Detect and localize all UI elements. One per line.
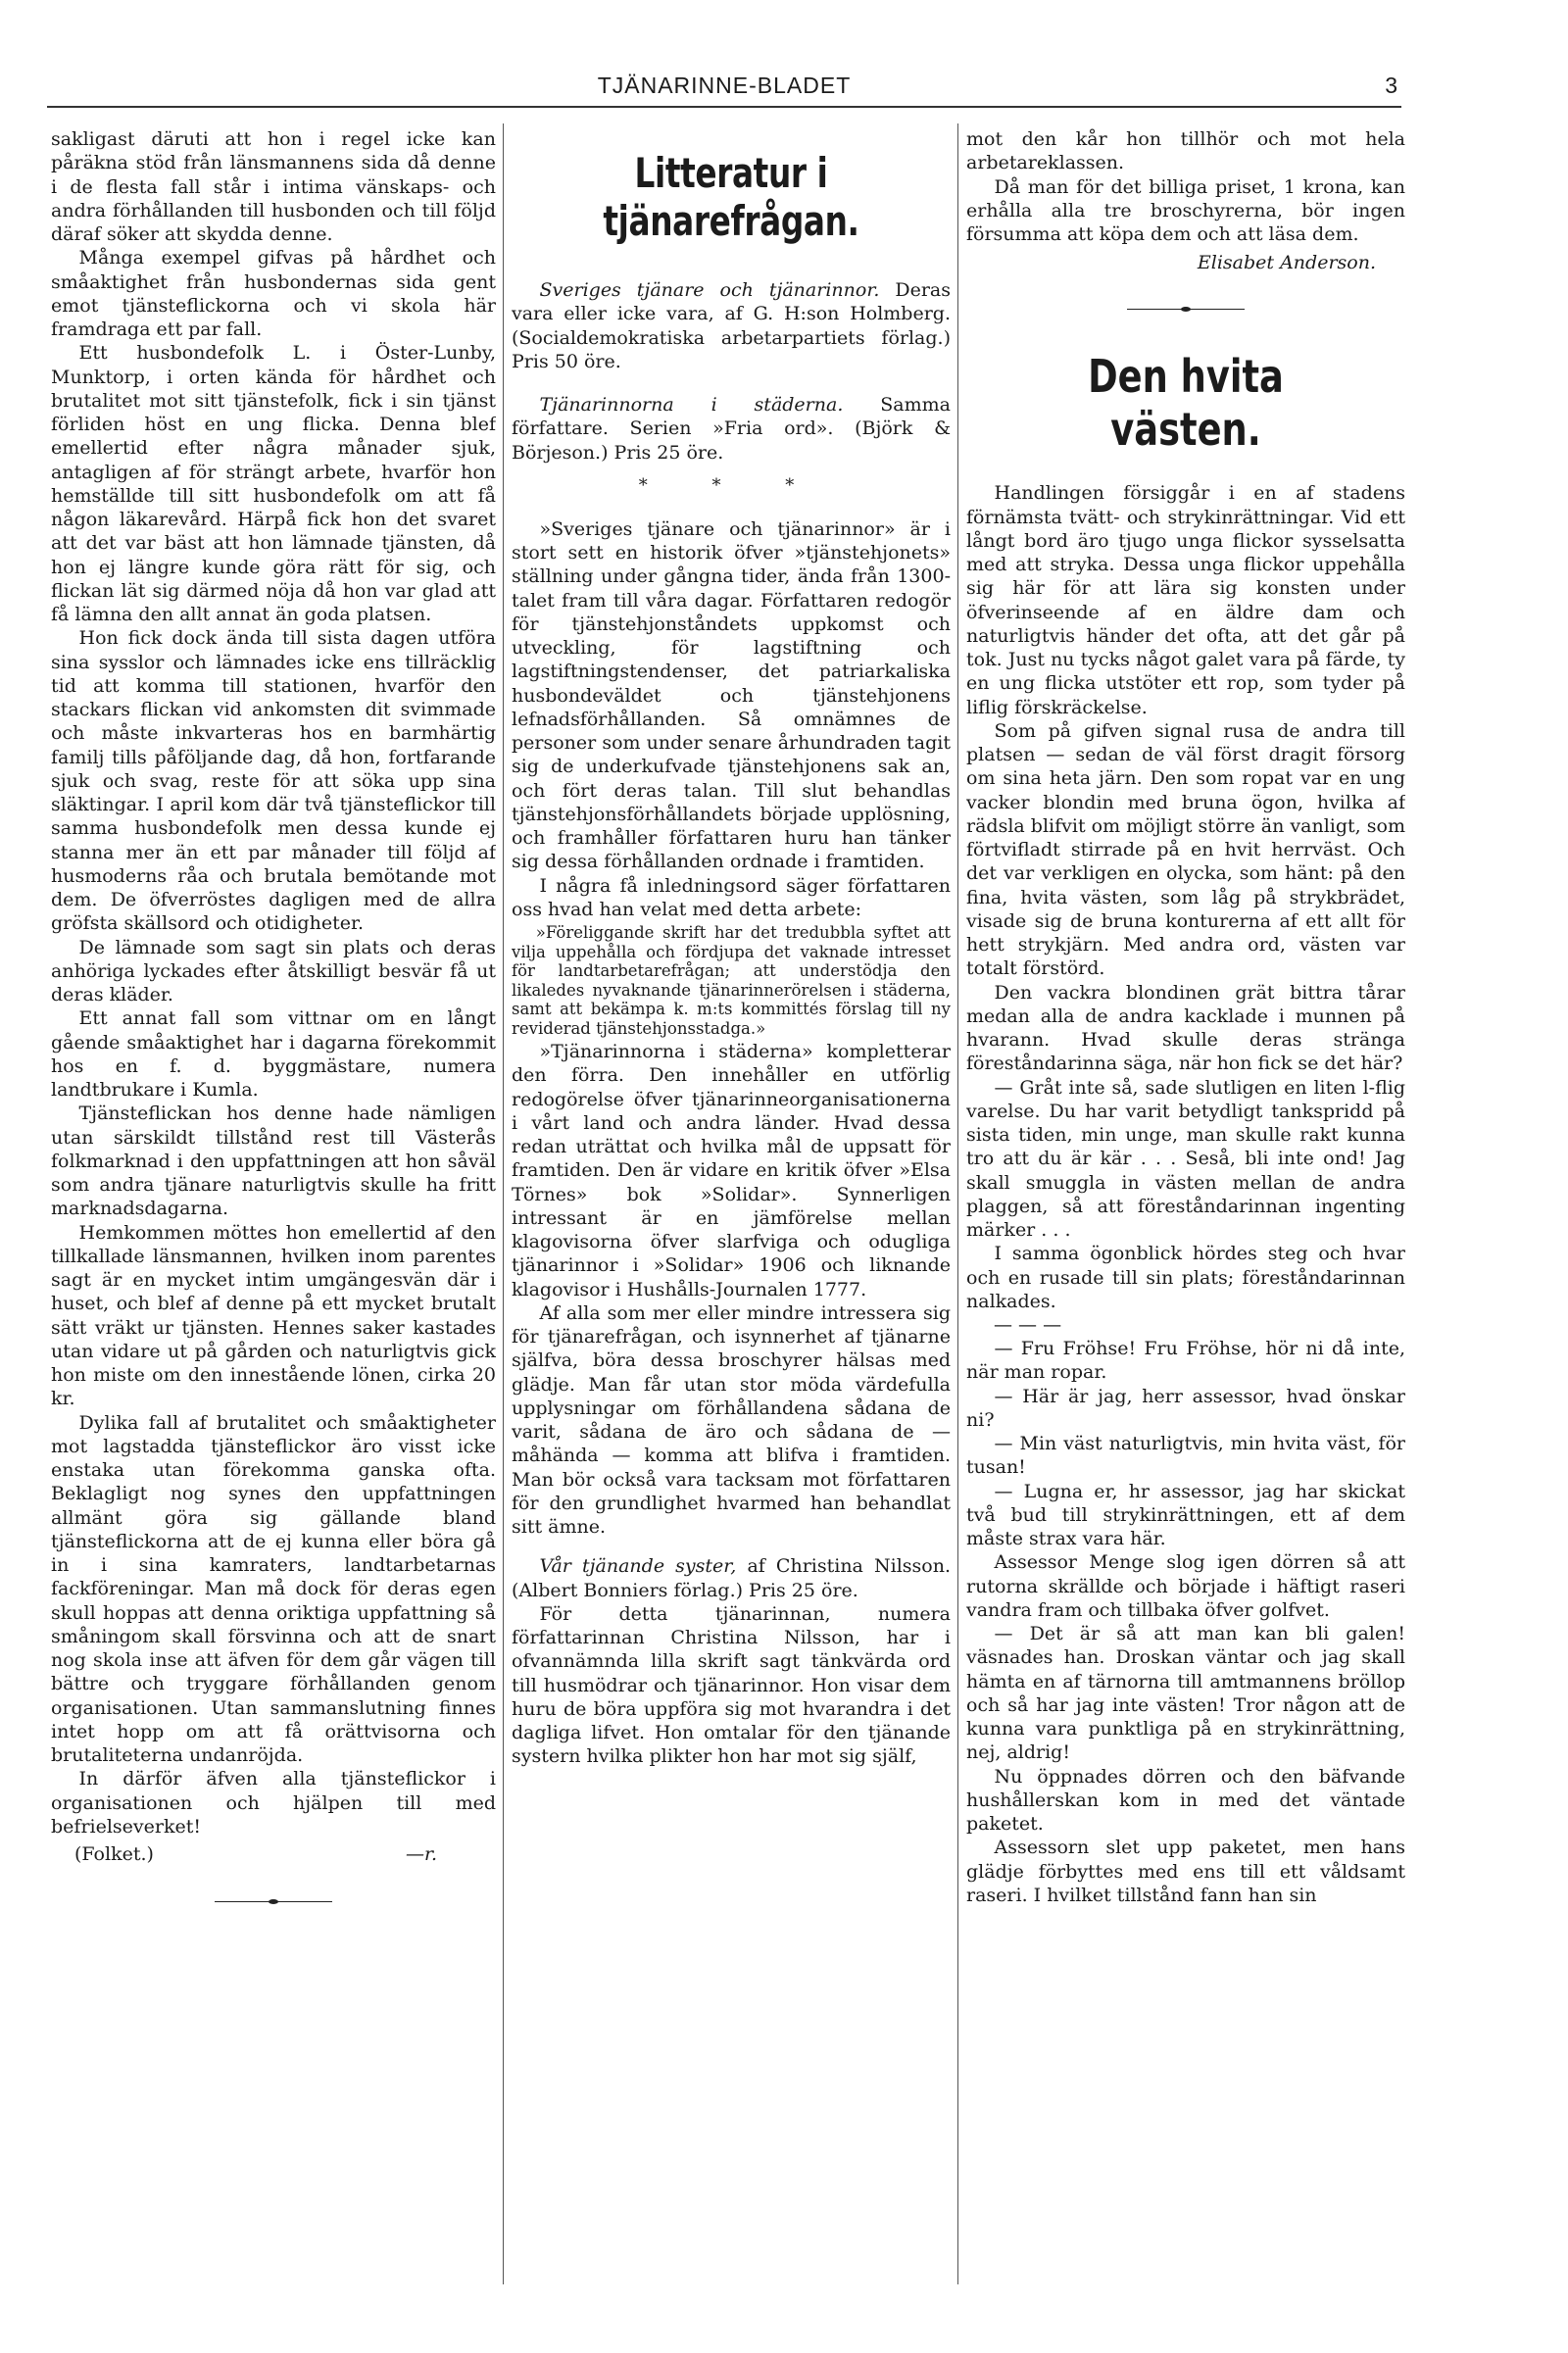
newspaper-title: TJÄNARINNE-BLADET [597,73,852,98]
paragraph: — Gråt inte så, sade slutligen en liten l-flig varelse. Du har varit betydligt tankspridd på sista tiden, min unge, man skulle rakt kunna tro att du är kär . . . Seså, bli inte ond! Jag skall smuggla in västen mellan de andra plaggen, så att föreståndarinnan ingenting märker . . . [966,1076,1405,1241]
paragraph: Som på gifven signal rusa de andra till platsen — sedan de väl först dragit försorg om sina heta järn. Den som ropat var en ung vacker blondin med bruna ögon, hvilka af rädsla blifvit om möjligt större än vanligt, som förtvifladt stirrade på en hvit herrväst. Och det var verkligen en olycka, som hänt: på den fina, hvita västen, som låg på strykbrädet, visade sig de bruna konturerna af ett allt för hett strykjärn. Med andra ord, västen var totalt förstörd. [966,719,1405,980]
paragraph: I några få inledningsord säger författaren oss hvad han velat med detta arbete: [512,874,951,920]
book-review-intro [512,393,951,465]
section-heading: Litteratur i tjänarefrågan. [603,149,859,245]
paragraph: För detta tjänarinnan, numera författarinnan Christina Nilsson, har i ofvannämnda lilla skrift sagt tänkvärda ord till husmödrar och tjänarinnor. Hon visar dem huru de böra uppföra sig mot hvarandra i det dagliga lifvet. Hon omtalar för den tjänande systern hvilka plikter hon har mot sig själf, [512,1602,951,1768]
paragraph: »Tjänarinnorna i städerna» kompletterar den förra. Den innehåller en utförlig redogörelse öfver tjänarinneorganisationerna i vårt land och andra länder. Hvad dessa redan uträttat och hvilka mål de uppsatt för framtiden. Den är vidare en kritik öfver »Elsa Törnes» bok »Solidar». Synnerligen intressant är en jämförelse mellan klagovisorna öfver slarfviga och odugliga tjänarinnor i »Solidar» 1906 och liknande klagovisor i Hushålls-Journalen 1777. [512,1041,951,1300]
paragraph: — Fru Fröhse! Fru Fröhse, hör ni då inte, när man ropar. [966,1338,1405,1384]
column-rule-right [957,123,958,2284]
paragraph: Handlingen försiggår i en af stadens förnämsta tvätt- och strykinrättningar. Vid ett långt bord äro tjugo unga flickor sysselsatta med att stryka. Dessa unga flickor uppehålla sig här för att lära sig konsten under öfverinseende af en äldre dam och naturligtvis händer det ofta, att det går på tok. Just nu tycks något galet vara på färde, ty en ung flicka utstöter ett rop, som tyder på liflig förskräckelse. [966,482,1405,718]
paragraph: — Det är så att man kan bli galen! väsnades han. Droskan väntar och jag skall hämta en af tärnorna till amtmannens bröllop och så har jag inte västen! Tror någon att de kunna vara punktliga på en strykinrättning, nej, aldrig! [966,1623,1405,1764]
asterism: * * * [638,474,824,496]
paragraph: Då man för det billiga priset, 1 krona, kan erhålla alla tre broschyrerna, bör ingen försumma att köpa dem och att läsa dem. [966,175,1405,245]
quotation: »Föreliggande skrift har det tredubbla syftet att vilja uppehålla och fördjupa det vaknade intresset för landtarbetarefrågan; att understödja den likaledes nyvaknande tjänarinnerörelsen i städerna, samt att bekämpa k. m:ts kommittés förslag till ny reviderad tjänstehjonsstadga.» [512,923,951,1038]
paragraph: mot den kår hon tillhör och mot hela arbetareklassen. [966,128,1405,174]
page-header [47,73,1401,108]
paragraph: Ett husbondefolk L. i Öster-Lunby, Munktorp, i orten kända för hårdhet och brutalitet mot sitt tjänstefolk, fick i sin tjänst förliden höst en ung flicka. Denna blef emellertid efter några månader sjuk, antagligen af för strängt arbete, hvarför hon hemställde till sitt husbondefolk om att få någon läkarevård. Härpå fick hon det svaret att det var bäst att hon lämnade tjänsten, då hon ej längre kunde göra rätt för sig, och flickan lät sig därmed nöja då hon var glad att få lämna den allt annat än goda platsen. [51,342,496,625]
book-title: Sveriges tjänare och tjänarinnor. [539,279,880,301]
signature: Elisabet Anderson. [1197,252,1376,274]
column-1 [51,127,496,1936]
book-details: Deras vara eller icke vara, af G. H:son Holmberg. (Socialdemokratiska arbetarpartiets förlag.) Pris 50 öre. [512,279,951,372]
story-heading: Den hvita västen. [1088,350,1284,457]
source-name: (Folket.) [74,1843,154,1865]
book-review-intro [512,278,951,373]
book-details: Samma författare. Serien »Fria ord». (Björk & Börjeson.) Pris 25 öre. [512,394,951,464]
section-divider [966,273,1405,344]
paragraph: In därför äfven alla tjänsteflickor i organisationen och hjälpen till med befrielseverket! [51,1768,496,1838]
paragraph: Dylika fall af brutalitet och småaktigheter mot lagstadda tjänsteflickor äro visst icke enstaka utan förekomma ganska ofta. Beklagligt nog synes den uppfattningen allmänt göra sig gällande bland tjänsteflickorna att de ej kunna eller böra gå in i sina kamraters, landtarbetarnas fackföreningar. Man må dock för deras egen skull hoppas att denna oriktiga uppfattning så småningom skall försvinna och att de snart nog skola inse att äfven för dem går vägen till bättre och tryggare förhållanden genom organisationen. Utan sammanslutning finnes intet hopp om att få orättvisorna och brutaliteterna undanröjda. [51,1411,496,1766]
book-title: Tjänarinnorna i städerna. [539,394,844,416]
paragraph: Tjänsteflickan hos denne hade nämligen utan särskildt tillstånd rest till Västerås folkmarknad i den uppfattningen att hon såväl som andra tjänare naturligtvis skulle ha fritt marknadsdagarna. [51,1103,496,1220]
paragraph: Hon fick dock ända till sista dagen utföra sina sysslor och lämnades icke ens tillräcklig tid att komma till stationen, hvarför den stackars flickan vid ankomsten dit svimmade och måste inkvarteras hos en barmhärtig familj tills påföljande dag, då hon, fortfarande sjuk och svag, reste för att söka upp sina släktingar. I april kom där två tjänsteflickor till samma husbondefolk men dessa kunde ej stanna mer än ett par månader till följd af husmoderns råa och brutala bemötande mot dem. De öfverröstes dagligen med de allra gröfsta skällsord och otidigheter. [51,627,496,935]
paragraph: Assessor Menge slog igen dörren så att rutorna skrällde och började i häftigt raseri vandra fram och tillbaka öfver golfvet. [966,1551,1405,1621]
signature: —r. [405,1843,437,1865]
source-line [51,1842,496,1866]
column-3 [966,127,1405,1907]
paragraph: Nu öppnades dörren och den bäfvande hushållerskan kom in med det väntade paketet. [966,1765,1405,1835]
paragraph: »Sveriges tjänare och tjänarinnor» är i stort sett en historik öfver »tjänstehjonets» ställning under gångna tider, ända från 1300-talet fram till våra dagar. Författaren redogör för tjänstehjonståndets uppkomst och utveckling, för lagstiftning och lagstiftningstendenser, det patriarkaliska husbondeväldet och tjänstehjonens lefnadsförhållanden. Så omnämnes de personer som under senare århundraden tagit sig de underkufvade tjänstehjonens sak an, och fört deras talan. Till slut behandlas tjänstehjonsförhållandets började upplösning, och framhåller författaren huru han tänker sig dessa förhållanden ordnade i framtiden. [512,517,951,873]
paragraph: — Här är jag, herr assessor, hvad önskar ni? [966,1385,1405,1431]
column-2 [512,127,951,1769]
paragraph: sakligast däruti att hon i regel icke kan påräkna stöd från länsmannens sida då denne i de flesta fall står i intima vänskaps- och andra förhållanden till husbonden och till följd däraf söker att skydda denne. [51,128,496,245]
book-details: af Christina Nilsson. (Albert Bonniers förlag.) Pris 25 öre. [512,1555,951,1601]
scene-break: — — — [994,1314,1062,1336]
paragraph: Assessorn slet upp paketet, men hans glädje förbyttes med ens till ett våldsamt raseri. I hvilket tillstånd fann han sin [966,1837,1405,1906]
paragraph: Ett annat fall som vittnar om en långt gående småaktighet har i dagarna förekommit hos en f. d. byggmästare, numera landtbrukare i Kumla. [51,1007,496,1101]
section-divider [51,1866,496,1936]
paragraph: — Lugna er, hr assessor, jag har skickat två bud till strykinrättningen, ett af dem måste strax vara här. [966,1480,1405,1549]
paragraph: Många exempel gifvas på hårdhet och småaktighet från husbondernas sida gent emot tjänsteflickorna och vi skola här framdraga ett par fall. [51,247,496,340]
paragraph: Den vackra blondinen grät bittra tårar medan alla de andra kacklade i munnen på hvarann. Hvad skulle deras stränga föreståndarinna säga, när hon fick se det här? [966,981,1405,1075]
page-number: 3 [1385,73,1397,98]
paragraph: — Min väst naturligtvis, min hvita väst, för tusan! [966,1433,1405,1479]
paragraph: Hemkommen möttes hon emellertid af den tillkallade länsmannen, hvilken inom parentes sagt är en mycket intim umgängesvän där i huset, och blef af denne på ett mycket brutalt sätt vräkt ur tjänsten. Hennes saker kastades utan vidare ut på gården och naturligtvis gick hon miste om den innestående lönen, cirka 20 kr. [51,1221,496,1410]
paragraph: I samma ögonblick hördes steg och hvar och en rusade till sin plats; föreståndarinnan nalkades. [966,1243,1405,1312]
book-review-intro [512,1554,951,1602]
paragraph: De lämnade som sagt sin plats och deras anhöriga lyckades efter åtskilligt besvär få ut deras kläder. [51,936,496,1005]
paragraph: Af alla som mer eller mindre intressera sig för tjänarefrågan, och isynnerhet af tjänarne själfva, böra dessa broschyrer hälsas med glädje. Man får utan stor möda värdefulla upplysningar om förhållandena sådana de varit, sådana de äro och sådana de — måhända — komma att blifva i framtiden. Man bör också vara tacksam mot författaren för den grundlighet hvarmed han behandlat sitt ämne. [512,1301,951,1538]
book-title: Vår tjänande syster, [539,1555,737,1578]
column-rule-left [503,123,504,2284]
